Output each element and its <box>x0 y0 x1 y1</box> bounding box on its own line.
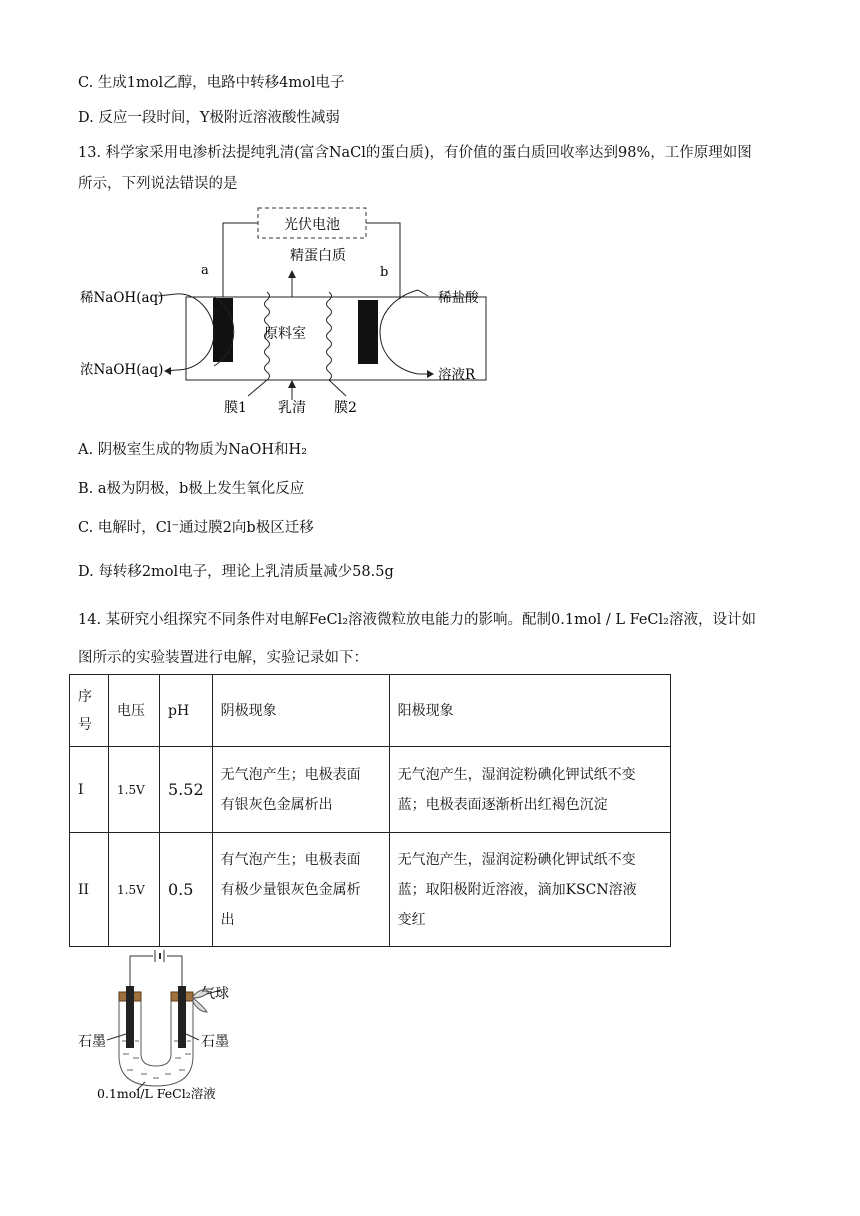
header-cathode: 阴极现象 <box>212 675 389 747</box>
left-flow-arc <box>176 294 214 370</box>
question-13-stem-line1: 13. 科学家采用电渗析法提纯乳清(富含NaCl的蛋白质)，有价值的蛋白质回收率达到98%，工作原理如图 <box>78 145 752 161</box>
table-header-row <box>70 675 671 747</box>
u-tube-diagram <box>75 946 255 1106</box>
inlet-right-label: 稀盐酸 <box>438 290 479 306</box>
membrane-2 <box>327 292 332 380</box>
feed-label: 乳清 <box>278 400 306 416</box>
outlet-right-label: 溶液R <box>438 367 476 383</box>
u-tube-inner <box>141 1001 171 1066</box>
membrane-2-label: 膜2 <box>334 400 357 416</box>
row-1-cathode: 无气泡产生；电极表面 有银灰色金属析出 <box>212 747 389 833</box>
chamber-label: 原料室 <box>264 326 306 342</box>
battery-label: 光伏电池 <box>284 217 340 233</box>
question-13-stem-line2: 所示，下列说法错误的是 <box>78 176 238 192</box>
experiment-table <box>69 674 671 947</box>
wire-a <box>223 223 258 297</box>
row-2-id: II <box>70 833 109 947</box>
wire-left <box>130 956 153 988</box>
outlet-left-label: 浓NaOH(aq) <box>80 362 164 378</box>
graphite-electrode-left <box>126 986 134 1048</box>
membrane-1-label: 膜1 <box>224 400 247 416</box>
row-2-ph: 0.5 <box>160 833 213 947</box>
option-c-q12: C. 生成1mol乙醇，电路中转移4mol电子 <box>78 75 345 91</box>
row-2-anode: 无气泡产生，湿润淀粉碘化钾试纸不变 蓝；取阳极附近溶液，滴加KSCN溶液 变红 <box>389 833 670 947</box>
electrode-a-label: a <box>201 263 209 278</box>
graphite-electrode-right <box>178 986 186 1048</box>
option-d-q12: D. 反应一段时间，Y极附近溶液酸性减弱 <box>78 110 340 126</box>
electrode-a <box>213 298 233 362</box>
electrode-b <box>358 300 378 364</box>
option-a-q13: A. 阴极室生成的物质为NaOH和H₂ <box>78 442 308 458</box>
row-2-cathode: 有气泡产生；电极表面 有极少量银灰色金属析 出 <box>212 833 389 947</box>
table-row <box>70 833 671 947</box>
right-flow-arc <box>380 290 418 374</box>
balloon-label: 气球 <box>201 986 229 1002</box>
header-anode: 阳极现象 <box>389 675 670 747</box>
solution-label: 0.1mol/L FeCl₂溶液 <box>97 1086 216 1101</box>
table-row <box>70 747 671 833</box>
wire-b <box>366 223 400 299</box>
product-label: 精蛋白质 <box>290 248 346 264</box>
graphite-right-label: 石墨 <box>201 1034 229 1050</box>
question-14-stem-line1: 14. 某研究小组探究不同条件对电解FeCl₂溶液微粒放电能力的影响。配制0.1mol / L FeCl₂溶液，设计如 <box>78 612 756 628</box>
row-1-ph: 5.52 <box>160 747 213 833</box>
graphite-left-label: 石墨 <box>78 1034 106 1050</box>
wire-right <box>167 956 182 988</box>
header-ph: pH <box>160 675 213 747</box>
inlet-left-label: 稀NaOH(aq) <box>80 290 164 306</box>
option-b-q13: B. a极为阴极，b极上发生氧化反应 <box>78 481 305 497</box>
electrodialysis-diagram <box>78 204 518 419</box>
row-2-voltage: 1.5V <box>109 833 160 947</box>
row-1-voltage: 1.5V <box>109 747 160 833</box>
electrode-b-label: b <box>380 265 389 280</box>
header-index: 序号 <box>70 675 109 747</box>
question-14-stem-line2: 图所示的实验装置进行电解，实验记录如下： <box>78 650 368 666</box>
row-1-anode: 无气泡产生，湿润淀粉碘化钾试纸不变 蓝；电极表面逐渐析出红褐色沉淀 <box>389 747 670 833</box>
row-1-id: I <box>70 747 109 833</box>
option-c-q13: C. 电解时，Cl⁻通过膜2向b极区迁移 <box>78 520 314 536</box>
option-d-q13: D. 每转移2mol电子，理论上乳清质量减少58.5g <box>78 564 394 580</box>
header-voltage: 电压 <box>109 675 160 747</box>
